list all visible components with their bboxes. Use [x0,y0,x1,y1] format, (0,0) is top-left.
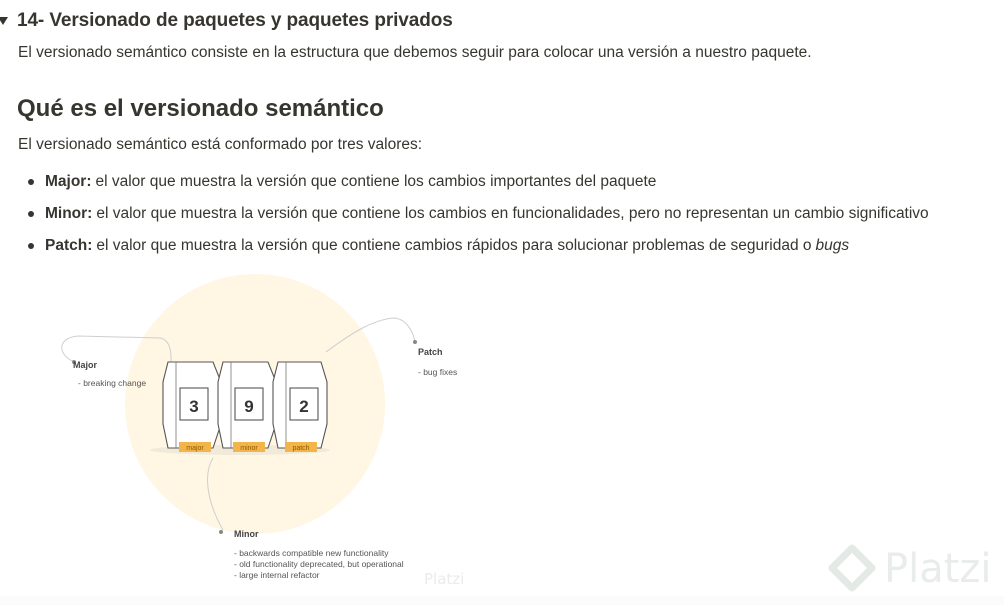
tag-label: minor [240,445,258,452]
toggle-header[interactable] [0,9,453,33]
digit-minor: 9 [244,397,254,416]
patch-connector-dot [413,340,417,344]
bullet-emphasis: bugs [815,237,850,254]
toggle-title: 14- Versionado de paquetes y paquetes privados [17,10,453,31]
bullet-text: el valor que muestra la versión que contiene cambios rápidos para solucionar problemas de seguridad o [96,237,812,254]
wheel-major [163,362,221,452]
list-item [18,230,929,262]
section-heading: Qué es el versionado semántico [17,95,384,122]
digit-patch: 2 [299,397,309,416]
semver-diagram [43,262,475,590]
bullet-term: Patch: [45,237,93,254]
platzi-watermark-text: Platzi [884,546,992,592]
list-item [18,166,929,198]
intro-paragraph: El versionado semántico consiste en la estructura que debemos seguir para colocar una versión a nuestro paquete. [18,44,812,61]
bullet-text: el valor que muestra la versión que contiene los cambios en funcionalidades, pero no representan un cambio significativo [96,205,929,222]
wheel-patch [273,362,327,452]
platzi-logo-icon [826,542,878,598]
minor-note: - large internal refactor [234,570,320,580]
triangle-down-icon[interactable] [0,17,8,25]
bullet-term: Major: [45,173,92,190]
bullet-text: el valor que muestra la versión que contiene los cambios importantes del paquete [95,173,657,190]
bullet-term: Minor: [45,205,93,222]
digit-major: 3 [189,397,199,416]
tag-label: major [186,445,204,452]
minor-note: - old functionality deprecated, but operational [234,559,404,569]
minor-connector-dot [219,530,223,534]
tag-label: patch [292,445,310,452]
patch-title: Patch [418,347,443,357]
minor-title: Minor [234,529,259,539]
wheel-minor [218,362,276,452]
major-title: Major [73,360,98,370]
section-subtitle: El versionado semántico está conformado por tres valores: [18,136,423,153]
bottom-strip [0,596,1004,605]
semver-diagram-svg [43,262,475,590]
list-item [18,198,929,230]
major-note: - breaking change [78,378,147,388]
bullet-list [18,166,929,262]
bullet-dot [28,179,34,185]
platzi-watermark [826,542,996,598]
patch-note: - bug fixes [418,367,458,377]
minor-note: - backwards compatible new functionality [234,548,389,558]
bullet-dot [28,211,34,217]
bullet-dot [28,243,34,249]
diagram-watermark: Platzi [424,570,465,588]
